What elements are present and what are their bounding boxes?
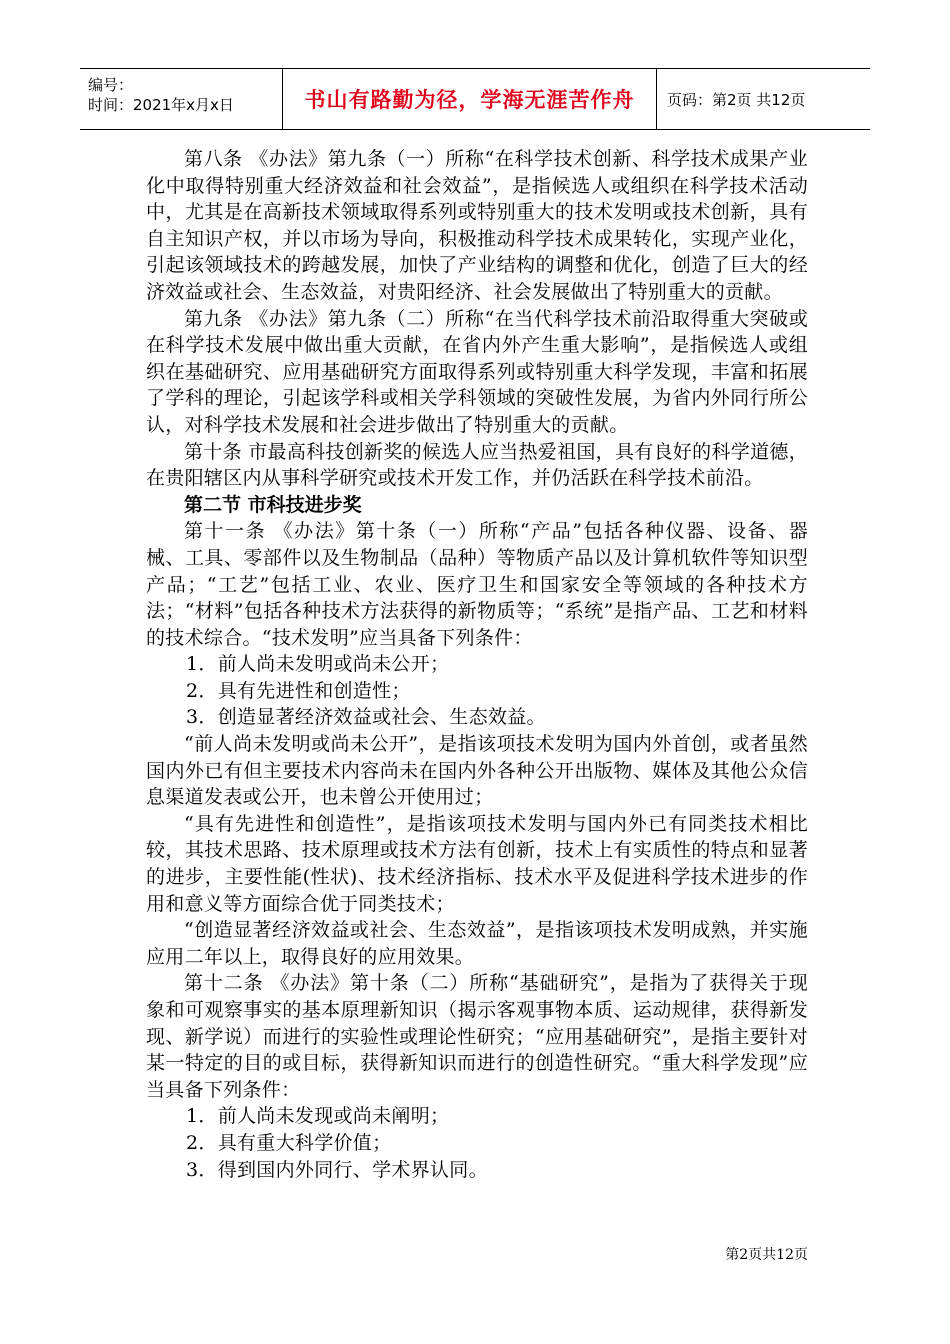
date-label: 时间：2021年x月x日 xyxy=(88,96,234,114)
list-item: 2．具有先进性和创造性； xyxy=(186,679,411,702)
motto-text: 书山有路勤为径，学海无涯苦作舟 xyxy=(304,88,635,112)
header-page-label: 页码：第2页 共12页 xyxy=(667,90,806,109)
article-9: 第九条 《办法》第九条（二）所称“在当代科学技术前沿取得重大突破或在科学技术发展中做出重大贡献，在省内外产生重大影响”，是指候选人或组织在基础研究、应用基础研究方面取得系列或特别重大科学发现，丰富和拓展了学科的理论，引起该学科或相关学科领域的突破性发展，为省内外同行所公认，对科学技术发展和社会进步做出了特别重大的贡献。 xyxy=(146,307,808,436)
page-header xyxy=(80,68,870,130)
list-item: 1．前人尚未发明或尚未公开； xyxy=(186,653,450,676)
document-body xyxy=(146,146,808,1183)
header-meta xyxy=(80,69,283,129)
article-11-explanation: “具有先进性和创造性”，是指该项技术发明与国内外已有同类技术相比较，其技术思路、技术原理或技术方法有创新，技术上有实质性的特点和显著的进步，主要性能(性状)、技术经济指标、技术水平及促进科学技术进步的作用和意义等方面综合优于同类技术； xyxy=(146,812,808,915)
article-11: 第十一条 《办法》第十条（一）所称“产品”包括各种仪器、设备、器械、工具、零部件以及生物制品（品种）等物质产品以及计算机软件等知识型产品；“工艺”包括工业、农业、医疗卫生和国家安全等领域的各种技术方法；“材料”包括各种技术方法获得的新物质等；“系统”是指产品、工艺和材料的技术综合。“技术发明”应当具备下列条件： xyxy=(146,520,808,649)
article-11-explanation: “创造显著经济效益或社会、生态效益”，是指该项技术发明成熟，并实施应用二年以上，取得良好的应用效果。 xyxy=(146,919,808,968)
header-motto xyxy=(283,69,657,129)
list-item: 3．创造显著经济效益或社会、生态效益。 xyxy=(186,706,546,729)
list-item: 3．得到国内外同行、学术界认同。 xyxy=(186,1158,488,1181)
list-item: 1．前人尚未发现或尚未阐明； xyxy=(186,1105,450,1128)
section-heading: 第二节 市科技进步奖 xyxy=(184,493,362,516)
page-footer: 第2页共12页 xyxy=(725,1247,808,1263)
number-label: 编号： xyxy=(88,76,134,94)
article-12: 第十二条 《办法》第十条（二）所称“基础研究”，是指为了获得关于现象和可观察事实的基本原理新知识（揭示客观事物本质、运动规律，获得新发现、新学说）而进行的实验性或理论性研究；“应用基础研究”，是指主要针对某一特定的目的或目标，获得新知识而进行的创造性研究。“重大科学发现”应当具备下列条件： xyxy=(146,972,808,1101)
article-10: 第十条 市最高科技创新奖的候选人应当热爱祖国，具有良好的科学道德，在贵阳辖区内从事科学研究或技术开发工作，并仍活跃在科学技术前沿。 xyxy=(146,440,808,490)
article-8: 第八条 《办法》第九条（一）所称“在科学技术创新、科学技术成果产业化中取得特别重大经济效益和社会效益”，是指候选人或组织在科学技术活动中，尤其是在高新技术领域取得系列或特别重大的技术发明或技术创新，具有自主知识产权，并以市场为导向，积极推动科学技术成果转化，实现产业化，引起该领域技术的跨越发展，加快了产业结构的调整和优化，创造了巨大的经济效益或社会、生态效益，对贵阳经济、社会发展做出了特别重大的贡献。 xyxy=(146,148,808,303)
list-item: 2．具有重大科学价值； xyxy=(186,1131,392,1154)
article-11-explanation: “前人尚未发明或尚未公开”，是指该项技术发明为国内外首创，或者虽然国内外已有但主要技术内容尚未在国内外各种公开出版物、媒体及其他公众信息渠道发表或公开，也未曾公开使用过； xyxy=(146,733,808,809)
